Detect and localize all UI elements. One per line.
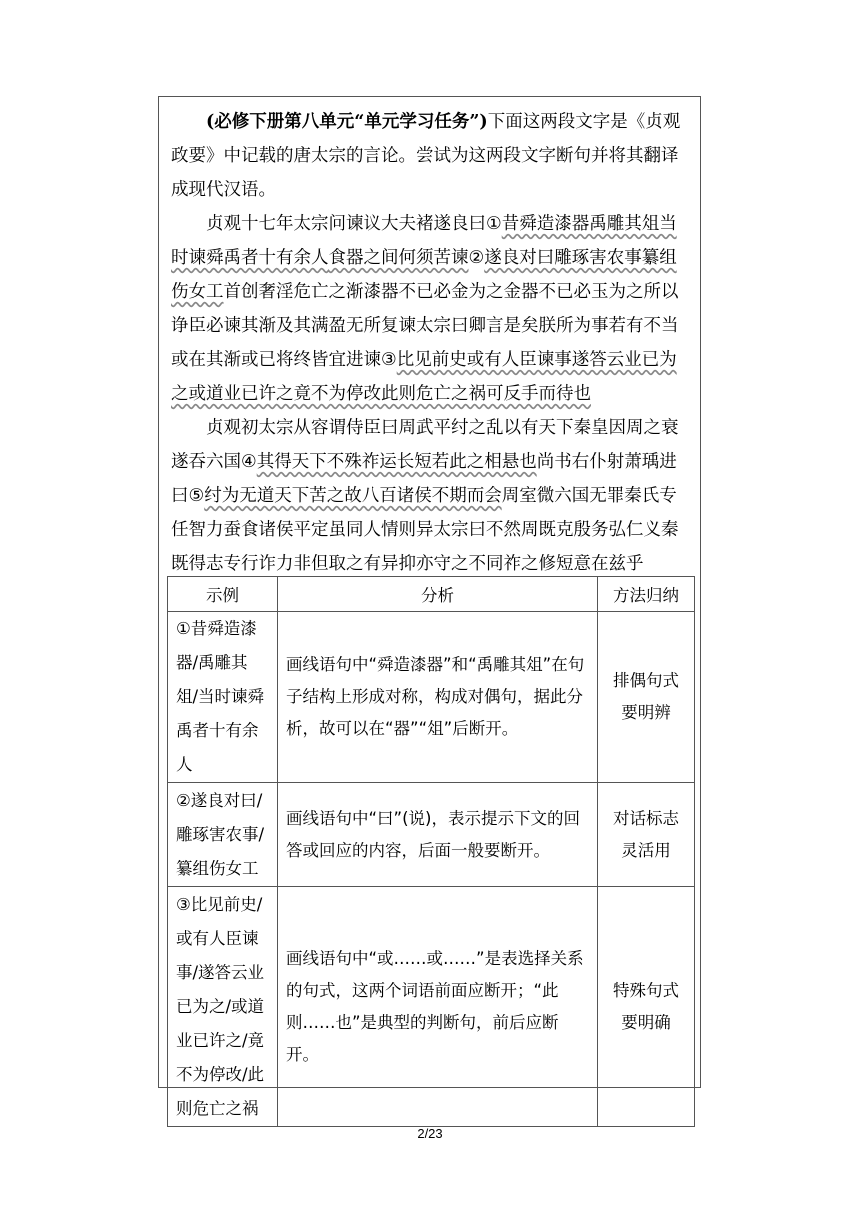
table-row (168, 783, 695, 887)
table-row (168, 887, 695, 1127)
passage-text: 食器之间何须苦谏 (328, 248, 469, 268)
header-analysis: 分析 (278, 577, 598, 612)
header-method: 方法归纳 (598, 577, 695, 612)
table-header-row (168, 577, 695, 612)
analysis-cell: 画线语句中“曰”(说)，表示提示下文的回答或回应的内容，后面一般要断开。 (278, 783, 598, 887)
marker-3: ③ (381, 350, 397, 370)
analysis-cell: 画线语句中“舜造漆器”和“禹雕其俎”在句子结构上形成对称，构成对偶句，据此分析，故可以在“器”“俎”后断开。 (278, 612, 598, 783)
underlined-sentence-2: 遂良对曰雕琢害农事纂组伤女工 (171, 248, 677, 302)
page-number: 2/23 (417, 1126, 443, 1141)
marker-5: ⑤ (188, 486, 205, 506)
passage-text: 周室微六国无罪秦氏专任智力蚕食诸侯平定虽同人情则异太宗曰不然周既克殷务弘仁义秦既得志专行诈力非但取之有异抑亦守之不同祚之修短意在兹乎 (171, 486, 679, 574)
content-frame (158, 96, 701, 1118)
example-cell: ②遂良对曰/雕琢害农事/纂组伤女工 (168, 783, 278, 887)
marker-1: ① (486, 214, 502, 234)
passage-text: 贞观初太宗从容谓侍臣曰周武平纣之乱以有天下秦皇因周之衰遂吞六国 (171, 418, 679, 472)
passage-text: 贞观十七年太宗问谏议大夫褚遂良曰 (206, 214, 486, 234)
analysis-cell: 画线语句中“或……或……”是表选择关系的句式，这两个词语前面应断开；“此则……也”是典型的判断句，前后应断开。 (278, 887, 598, 1127)
example-cell: ①昔舜造漆器/禹雕其俎/当时谏舜禹者十有余人 (168, 612, 278, 783)
marker-4: ④ (241, 452, 257, 472)
passage-text: 或已将终皆宜进谏 (241, 350, 381, 370)
table-row (168, 612, 695, 783)
intro-block (171, 105, 691, 581)
method-cell: 排偶句式要明辨 (598, 612, 695, 783)
task-paragraph (171, 105, 691, 207)
underlined-sentence-1: 昔舜造漆器禹雕其俎当时谏舜禹者十有余人 (171, 214, 677, 268)
task-text: 下面这两段文字是《贞观政要》中记载的唐太宗的言论。尝试为这两段文字断句并将其翻译成现代汉语。 (171, 112, 681, 200)
example-cell: ③比见前史/或有人臣谏事/遂答云业已为之/或道业已许之/竟不为停改/此则危亡之祸 (168, 887, 278, 1127)
passage-text: 首创奢淫危亡之渐漆器不已必金为之金器不已必玉为之所以诤臣必谏其渐及其满盈无所复谏太宗曰卿言是矣朕所为事若有不当或在其渐 (171, 282, 679, 370)
underlined-sentence-3: 比见前史或有人臣谏事遂答云业已为之或道业已许之竟不为停改此则危亡之祸 (171, 350, 677, 404)
method-cell: 对话标志灵活用 (598, 783, 695, 887)
method-cell: 特殊句式要明确 (598, 887, 695, 1127)
task-source: (必修下册第八单元“单元学习任务”) (206, 112, 488, 132)
analysis-table (167, 576, 695, 1127)
header-example: 示例 (168, 577, 278, 612)
passage-2 (171, 411, 691, 581)
passage-1 (171, 207, 691, 411)
underlined-sentence-4: 其得天下不殊祚运长短若此之相悬也 (256, 452, 537, 472)
passage-text: 尚书右仆射萧瑀进曰 (171, 452, 677, 506)
underlined-sentence-5: 纣为无道天下苦之故八百诸侯不期而会 (204, 486, 502, 506)
marker-2: ② (468, 248, 485, 268)
passage-text: 可反手而待也 (486, 384, 591, 404)
